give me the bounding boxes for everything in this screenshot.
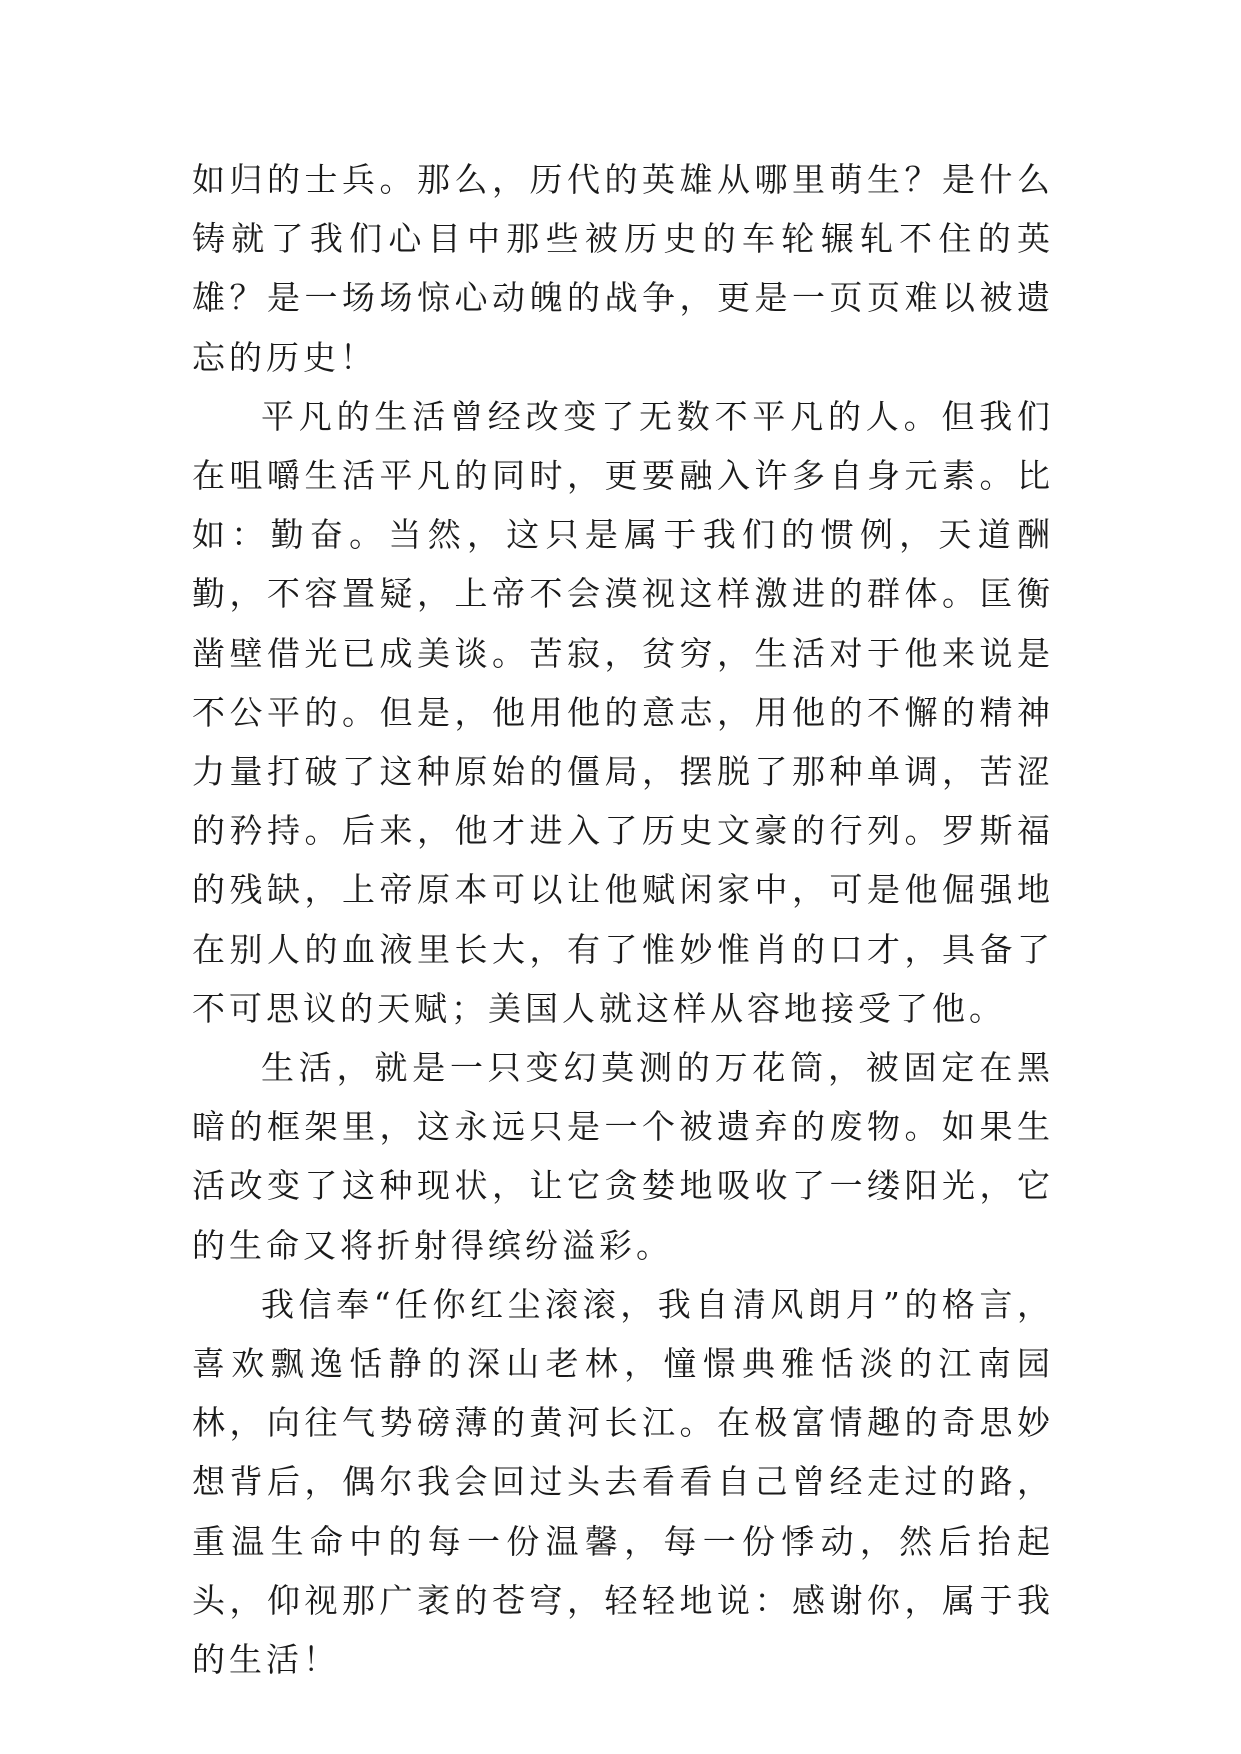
- paragraph-2: 平凡的生活曾经改变了无数不平凡的人。但我们在咀嚼生活平凡的同时，更要融入许多自身元素。比如：勤奋。当然，这只是属于我们的惯例，天道酬勤，不容置疑，上帝不会漠视这样激进的群体。匡衡凿壁借光已成美谈。苦寂，贫穷，生活对于他来说是不公平的。但是，他用他的意志，用他的不懈的精神力量打破了这种原始的僵局，摆脱了那种单调，苦涩的矜持。后来，他才进入了历史文豪的行列。罗斯福的残缺，上帝原本可以让他赋闲家中，可是他倔强地在别人的血液里长大，有了惟妙惟肖的口才，具备了不可思议的天赋；美国人就这样从容地接受了他。: [192, 396, 1054, 1028]
- paragraph-1: 如归的士兵。那么，历代的英雄从哪里萌生？是什么铸就了我们心目中那些被历史的车轮辗轧不住的英雄？是一场场惊心动魄的战争，更是一页页难以被遗忘的历史！: [192, 160, 1054, 377]
- paragraph-4: 我信奉“任你红尘滚滚，我自清风朗月”的格言，喜欢飘逸恬静的深山老林，憧憬典雅恬淡的江南园林，向往气势磅薄的黄河长江。在极富情趣的奇思妙想背后，偶尔我会回过头去看看自己曾经走过的路，重温生命中的每一份温馨，每一份悸动，然后抬起头，仰视那广袤的苍穹，轻轻地说：感谢你，属于我的生活！: [192, 1284, 1054, 1680]
- paragraph-3: 生活，就是一只变幻莫测的万花筒，被固定在黑暗的框架里，这永远只是一个被遗弃的废物。如果生活改变了这种现状，让它贪婪地吸收了一缕阳光，它的生命又将折射得缤纷溢彩。: [192, 1048, 1054, 1265]
- essay-body: [192, 150, 1054, 1689]
